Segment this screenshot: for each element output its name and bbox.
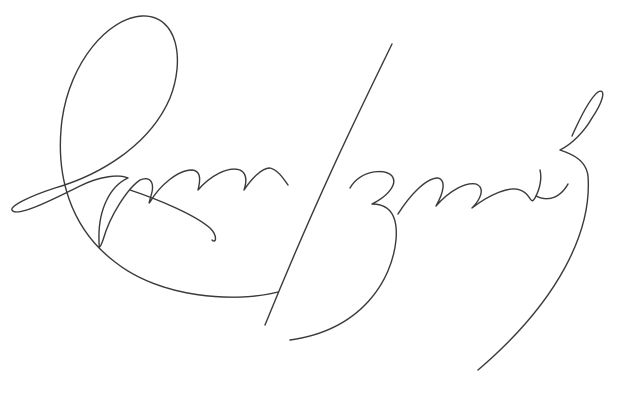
signature-stroke-first-name: [12, 16, 288, 297]
signature-stroke-hook: [536, 184, 568, 199]
signature-stroke-final-loop: [478, 91, 603, 370]
signature-stroke-last-name: [290, 172, 396, 340]
signature-slash: [265, 44, 392, 325]
signature-stroke-tail-first-name: [130, 190, 216, 241]
signature-stroke-last-name-middle: [398, 170, 541, 214]
